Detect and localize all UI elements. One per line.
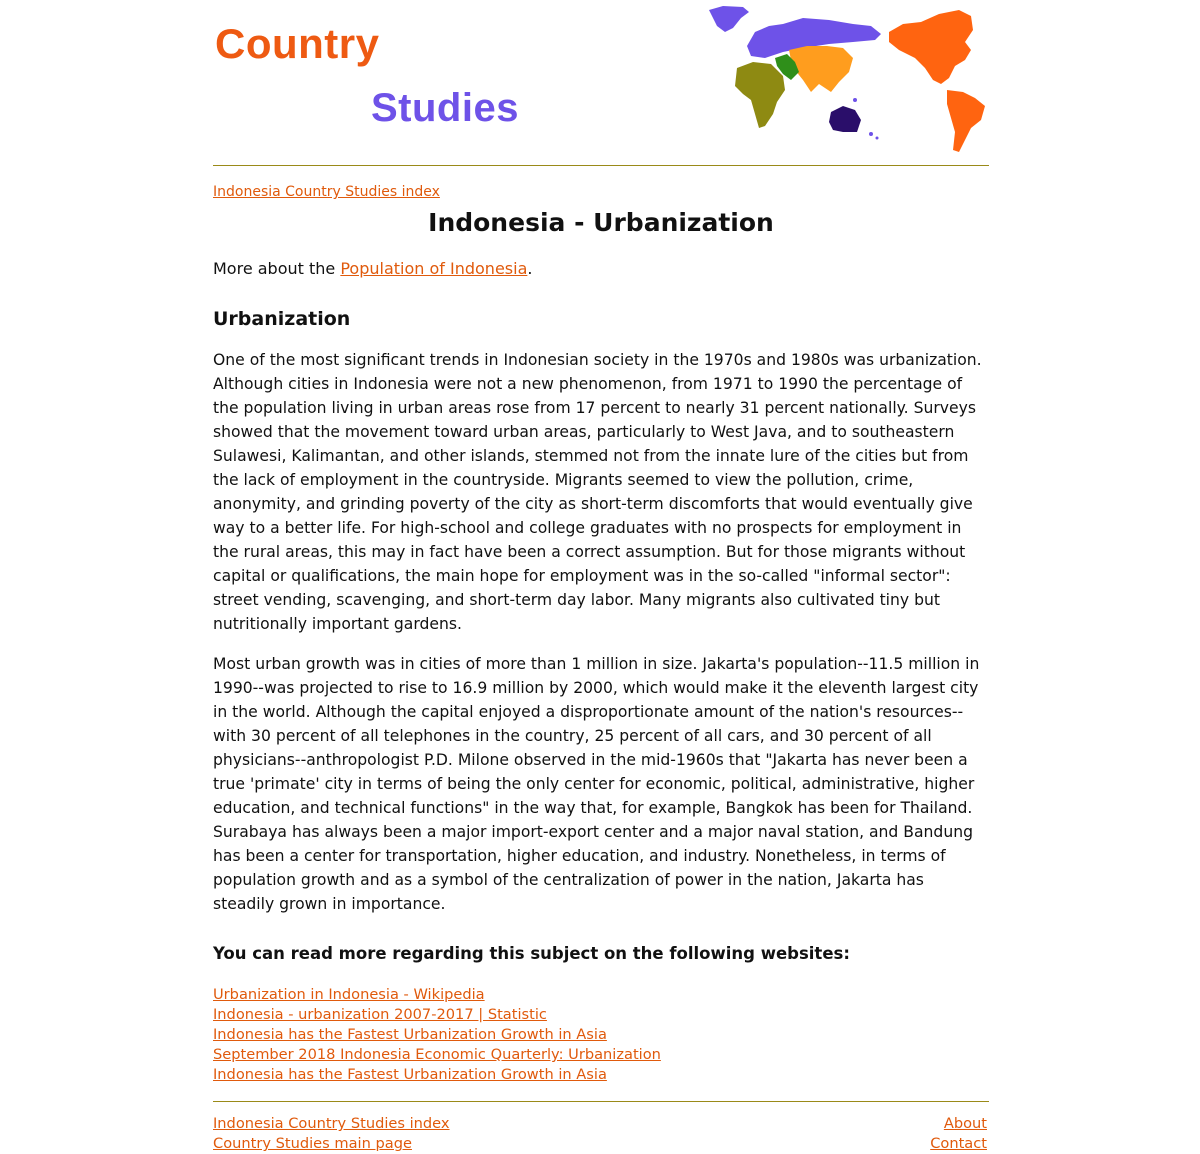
logo-studies-text[interactable]: Studies	[371, 86, 519, 130]
external-links-list	[213, 985, 989, 1085]
external-link-fastest-growth-2[interactable]: Indonesia has the Fastest Urbanization Growth in Asia	[213, 1066, 607, 1083]
list-item	[213, 985, 989, 1005]
external-link-wikipedia[interactable]: Urbanization in Indonesia - Wikipedia	[213, 986, 485, 1003]
section-heading: Urbanization	[213, 308, 351, 330]
map-asia	[789, 46, 853, 92]
footer-contact-link[interactable]: Contact	[930, 1135, 987, 1152]
world-map-logo-icon[interactable]	[703, 2, 989, 158]
site-footer	[213, 1101, 989, 1154]
population-link[interactable]: Population of Indonesia	[340, 259, 528, 278]
footer-left	[213, 1114, 450, 1154]
map-south-america	[947, 90, 985, 152]
external-link-statistic[interactable]: Indonesia - urbanization 2007-2017 | Statistic	[213, 1006, 547, 1023]
list-item	[213, 1045, 989, 1065]
site-header	[213, 0, 989, 166]
list-item	[213, 1005, 989, 1025]
more-about-prefix: More about the	[213, 259, 341, 278]
footer-main-page-link[interactable]: Country Studies main page	[213, 1135, 412, 1152]
external-link-economic-quarterly[interactable]: September 2018 Indonesia Economic Quarterly: Urbanization	[213, 1046, 661, 1063]
footer-right	[930, 1114, 989, 1154]
body-paragraph-1: One of the most significant trends in Indonesian society in the 1970s and 1980s was urbanization. Although cities in Indonesia were not a new phenomenon, from 1971 to 1990 the percentage of the population living in urban areas rose from 17 percent to nearly 31 percent nationally. Surveys showed that the movement toward urban areas, particularly to West Java, and to southeastern Sulawesi, Kalimantan, and other islands, stemmed not from the innate lure of the cities but from the lack of employment in the countryside. Migrants seemed to view the pollution, crime, anonymity, and grinding poverty of the city as short-term discomforts that would eventually give way to a better life. For high-school and college graduates with no prospects for employment in the rural areas, this may in fact have been a correct assumption. But for those migrants without capital or qualifications, the main hope for employment was in the so-called "informal sector": street vending, scavenging, and short-term day labor. Many migrants also cultivated tiny but nutritionally important gardens.	[213, 351, 982, 633]
list-item	[213, 1065, 989, 1085]
map-africa	[735, 62, 785, 128]
map-americas	[889, 10, 973, 84]
index-link-top[interactable]: Indonesia Country Studies index	[213, 184, 440, 200]
external-link-fastest-growth[interactable]: Indonesia has the Fastest Urbanization Growth in Asia	[213, 1026, 607, 1043]
logo-country-text[interactable]: Country	[215, 20, 380, 67]
more-about-suffix: .	[527, 259, 533, 278]
map-australia	[829, 106, 861, 132]
body-paragraph-2: Most urban growth was in cities of more than 1 million in size. Jakarta's population--11.5 million in 1990--was projected to rise to 16.9 million by 2000, which would make it the eleventh largest city in the world. Although the capital enjoyed a disproportionate amount of the nation's resources--with 30 percent of all telephones in the country, 25 percent of all cars, and 30 percent of all physicians--anthropologist P.D. Milone observed in the mid-1960s that "Jakarta has never been a true 'primate' city in terms of being the only center for economic, political, administrative, higher education, and technical functions" in the way that, for example, Bangkok has been for Thailand. Surabaya has always been a major import-export center and a major naval station, and Bandung has been a center for transportation, higher education, and industry. Nonetheless, in terms of population growth and as a symbol of the centralization of power in the nation, Jakarta has steadily grown in importance.	[213, 655, 980, 913]
footer-about-link[interactable]: About	[943, 1115, 987, 1132]
page	[213, 0, 989, 1154]
map-north-america	[709, 6, 749, 32]
read-more-heading: You can read more regarding this subject on the following websites:	[213, 944, 850, 963]
more-about-line	[213, 259, 989, 278]
list-item	[213, 1025, 989, 1045]
footer-index-link[interactable]: Indonesia Country Studies index	[213, 1115, 450, 1132]
page-title: Indonesia - Urbanization	[428, 208, 774, 237]
